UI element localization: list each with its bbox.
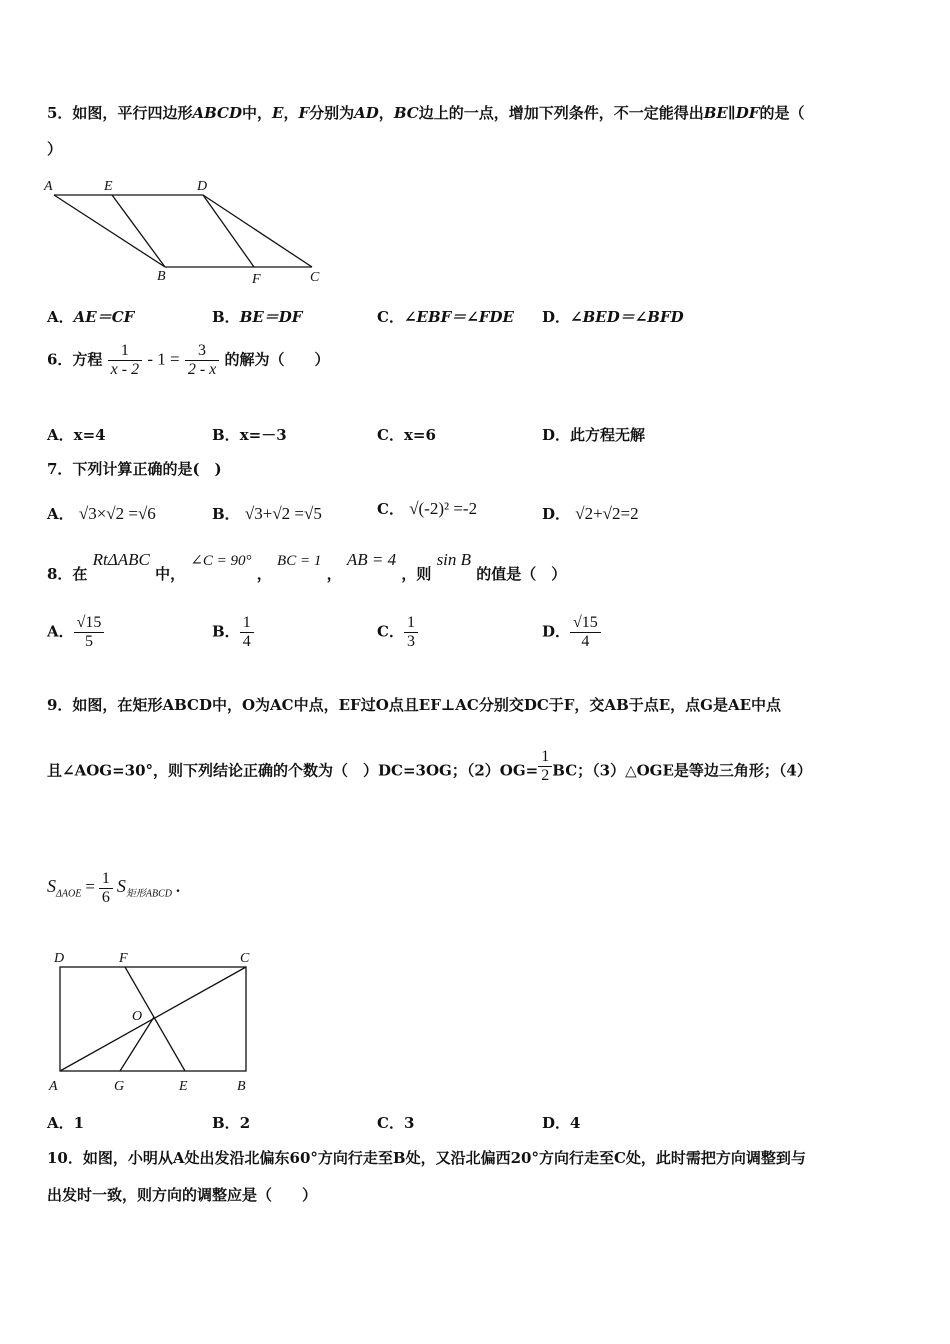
label-b: B bbox=[157, 269, 166, 284]
q8-option-c[interactable]: C． $\frac{1}{3}$ bbox=[377, 614, 418, 651]
q9-option-d[interactable]: D．4 bbox=[542, 1114, 581, 1132]
label-g: G bbox=[114, 1079, 125, 1094]
q6-fraction-2: $\frac{3}{2 - x}$ bbox=[185, 342, 219, 379]
label-a: A bbox=[49, 1079, 58, 1094]
q6-option-a[interactable]: A．x=4 bbox=[47, 426, 106, 444]
label-f: F bbox=[119, 951, 128, 966]
q5-parallelogram-figure bbox=[40, 175, 340, 290]
label-o: O bbox=[132, 1009, 143, 1024]
q5-option-d[interactable]: D．∠BED＝∠BFD bbox=[542, 308, 684, 326]
q5-stem-line1: 5．如图，平行四边形ABCD中，E，F分别为AD，BC边上的一点，增加下列条件，不一定能得出BE∥DF的是（ bbox=[47, 104, 805, 122]
q5-option-c[interactable]: C．∠EBF＝∠FDE bbox=[377, 308, 514, 326]
q6-option-c[interactable]: C．x=6 bbox=[377, 426, 436, 444]
q6-fraction-1: $\frac{1}{x - 2}$ bbox=[108, 342, 142, 379]
q7-option-b[interactable]: B． √3+√2 =√5 bbox=[212, 504, 322, 523]
q5-stem-line2: ） bbox=[47, 140, 63, 158]
q8-option-a[interactable]: A． $\frac{√15}{5}$ bbox=[47, 614, 104, 651]
q8-option-b[interactable]: B． $\frac{1}{4}$ bbox=[212, 614, 254, 651]
label-e: E bbox=[104, 179, 113, 194]
q8-option-d[interactable]: D． $\frac{√15}{4}$ bbox=[542, 614, 601, 651]
q6-option-b[interactable]: B．x=－3 bbox=[212, 426, 287, 444]
q6-option-d[interactable]: D．此方程无解 bbox=[542, 426, 646, 444]
q6-stem: 6．方程 $\frac{1}{x - 2}$ - 1 = $\frac{3}{2 - x}$ 的解为（ ） bbox=[47, 342, 330, 378]
label-d: D bbox=[197, 179, 208, 194]
q9-stem-line2: 且∠AOG=30°，则下列结论正确的个数为（ ）DC=3OG；（2）OG= $\frac{1}{2}$ BC；（3）△OGE是等边三角形；（4） bbox=[47, 748, 812, 784]
label-a: A bbox=[44, 179, 53, 194]
q5-option-a[interactable]: A．AE＝CF bbox=[47, 308, 135, 326]
q5-option-b[interactable]: B．BE＝DF bbox=[212, 308, 303, 326]
label-f: F bbox=[252, 272, 261, 287]
label-b: B bbox=[237, 1079, 246, 1094]
q9-option-c[interactable]: C．3 bbox=[377, 1114, 415, 1132]
q9-option-a[interactable]: A．1 bbox=[47, 1114, 85, 1132]
label-e: E bbox=[179, 1079, 188, 1094]
q8-stem: 8．在 RtΔABC 中， ∠C = 90° ， BC = 1 ， AB = 4 ，则 sin B 的值是（ ） bbox=[47, 550, 567, 583]
q9-area-formula: $S_{\Delta AOE}$ = $\frac{1}{6}$ $S_{矩形ABCD}$ . bbox=[47, 870, 181, 906]
q9-option-b[interactable]: B．2 bbox=[212, 1114, 251, 1132]
q10-stem-line2: 出发时一致，则方向的调整应是（ ） bbox=[47, 1186, 318, 1204]
label-c: C bbox=[310, 270, 320, 285]
q7-stem: 7．下列计算正确的是( ) bbox=[47, 460, 222, 478]
q7-option-c[interactable]: C． √(-2)² =-2 bbox=[377, 499, 478, 518]
q7-option-d[interactable]: D． √2+√2=2 bbox=[542, 504, 639, 523]
label-c: C bbox=[240, 951, 250, 966]
q7-option-a[interactable]: A． √3×√2 =√6 bbox=[47, 504, 156, 523]
q9-stem-line1: 9．如图，在矩形ABCD中，O为AC中点，EF过O点且EF⊥AC分别交DC于F，交AB于点E，点G是AE中点 bbox=[47, 696, 782, 714]
q9-rectangle-figure bbox=[40, 945, 270, 1095]
q10-stem-line1: 10．如图，小明从A处出发沿北偏东60°方向行走至B处，又沿北偏西20°方向行走至C处，此时需把方向调整到与 bbox=[47, 1149, 806, 1167]
label-d: D bbox=[54, 951, 65, 966]
